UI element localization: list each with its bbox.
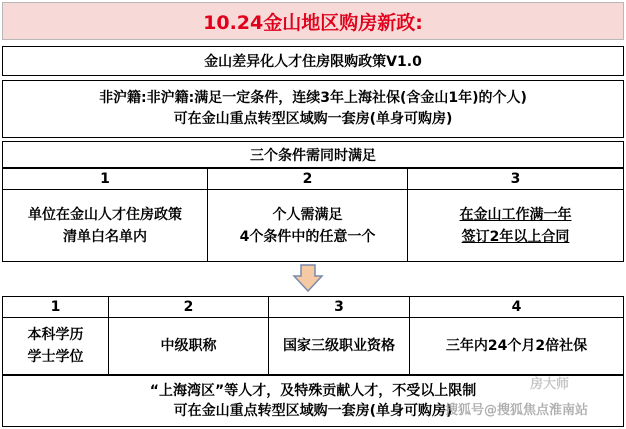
criteria-header-3: 3 [268, 296, 410, 318]
criteria-4-line-1: 三年内24个月2倍社保 [445, 338, 588, 354]
note-line-2: 可在金山重点转型区域购一套房(单身可购房) [173, 403, 453, 419]
criteria-2-line-1: 中级职称 [160, 338, 217, 354]
condition-3-line-1: 在金山工作满一年 [459, 206, 572, 223]
condition-cell-1 [2, 189, 208, 262]
watermark-text: 搜狐号@搜狐焦点淮南站 [445, 403, 589, 418]
criteria-3-line-1: 国家三级职业资格 [283, 338, 395, 354]
criteria-cell-3 [268, 317, 410, 375]
policy-line-2: 可在金山重点转型区域购一套房(单身可购房) [173, 111, 453, 127]
condition-header-3: 3 [407, 168, 624, 190]
criteria-1-line-2: 学士学位 [27, 349, 84, 365]
criteria-header-1: 1 [2, 296, 109, 318]
conditions-title: 三个条件需同时满足 [2, 141, 624, 168]
criteria-cell-1 [2, 317, 109, 375]
down-arrow-icon [292, 264, 324, 292]
condition-cell-2 [207, 189, 408, 262]
note-line-1: “上海湾区”等人才，及特殊贡献人才，不受以上限制 [149, 383, 477, 399]
criteria-cell-4 [409, 317, 624, 375]
condition-header-1: 1 [2, 168, 208, 190]
criteria-header-4: 4 [409, 296, 624, 318]
condition-2-line-1: 个人需满足 [272, 206, 343, 223]
criteria-cell-2 [108, 317, 269, 375]
watermark-logo: 房大师 [530, 377, 570, 392]
condition-header-2: 2 [207, 168, 408, 190]
policy-name: 金山差异化人才住房限购政策V1.0 [2, 46, 624, 76]
page-title: 10.24金山地区购房新政: [2, 2, 624, 40]
condition-1-line-1: 单位在金山人才住房政策 [28, 206, 182, 223]
criteria-1-line-1: 本科学历 [27, 327, 84, 343]
policy-description [2, 80, 624, 138]
policy-line-1: 非沪籍:非沪籍:满足一定条件，连续3年上海社保(含金山1年)的个人) [99, 90, 527, 106]
condition-cell-3 [407, 189, 624, 262]
condition-1-line-2: 清单白名单内 [63, 228, 147, 245]
criteria-header-2: 2 [108, 296, 269, 318]
condition-2-line-2: 4个条件中的任意一个 [239, 228, 376, 245]
condition-3-line-2: 签订2年以上合同 [461, 228, 570, 245]
